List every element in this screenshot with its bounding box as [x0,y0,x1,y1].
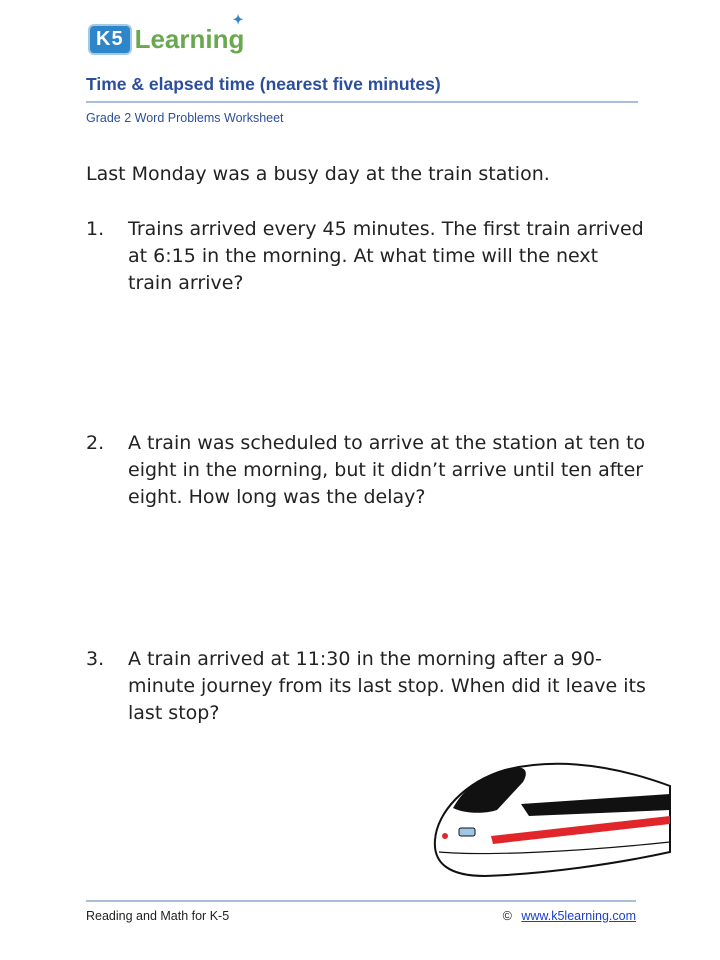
website-link[interactable]: www.k5learning.com [521,909,636,923]
question-text: A train was scheduled to arrive at the station at ten to eight in the morning, but it didn’t arrive until ten after eight. How long was the delay? [128,432,646,508]
train-headlight [459,828,475,836]
worksheet-title: Time & elapsed time (nearest five minutes) [86,74,441,94]
question-text: A train arrived at 11:30 in the morning after a 90-minute journey from its last stop. When did it leave its last stop? [128,648,646,724]
logo-badge: K5 [88,24,132,55]
sparkle-icon: ✦ [232,11,244,27]
question-number: 2. [86,432,105,454]
question-3 [86,646,646,727]
question-2 [86,430,646,511]
train-body [435,764,670,876]
intro-text: Last Monday was a busy day at the train station. [86,163,550,185]
question-number: 1. [86,218,105,240]
question-number: 3. [86,648,105,670]
question-1 [86,216,646,297]
train-illustration [425,752,675,882]
footer-copyright [503,909,636,923]
worksheet-subtitle: Grade 2 Word Problems Worksheet [86,111,284,125]
footer-divider [86,900,636,902]
train-front-light [442,833,448,839]
copyright-symbol: © [502,909,512,923]
footer-tagline: Reading and Math for K-5 [86,909,230,923]
logo-wordmark: Learning [134,23,245,54]
header-divider [86,101,638,103]
question-text: Trains arrived every 45 minutes. The first train arrived at 6:15 in the morning. At what time will the next train arrive? [128,218,644,294]
k5-learning-logo [88,11,245,58]
logo-text [134,11,245,55]
